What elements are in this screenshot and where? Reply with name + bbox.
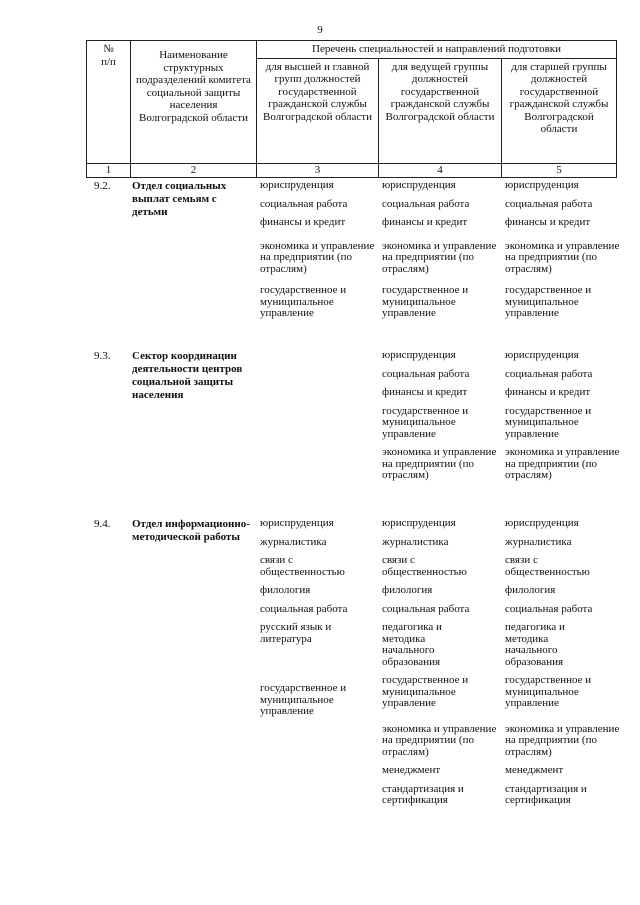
specialty-item: экономика и управление на предприятии (по отраслям)	[260, 239, 375, 275]
specialty-item: социальная работа	[260, 197, 348, 210]
header-col-department: Наименование структурных подразделений комитета социальной защиты населения Волгоградской области	[131, 41, 257, 164]
specialty-item: государственное и муниципальное управление	[382, 284, 469, 319]
specialty-item: юриспруденция	[505, 517, 579, 529]
header-group-title: Перечень специальностей и направлений подготовки	[257, 41, 617, 59]
specialty-item: экономика и управление на предприятии (по отраслям)	[382, 239, 497, 275]
specialty-item: государственное и муниципальное управление	[260, 682, 347, 717]
specialty-item: связи с общественностью	[505, 554, 590, 578]
specialty-item: юриспруденция	[260, 517, 334, 529]
specialty-item: экономика и управление на предприятии (по отраслям)	[505, 239, 620, 275]
specialty-list-col4	[382, 180, 502, 327]
column-number: 2	[131, 163, 257, 177]
specialty-list-col5	[505, 350, 625, 489]
specialty-item: юриспруденция	[382, 517, 456, 529]
specialty-item: журналистика	[505, 535, 572, 548]
section-number: 9.3.	[94, 350, 111, 362]
specialty-item: социальная работа	[382, 197, 470, 210]
specialty-list-col5	[505, 518, 625, 814]
specialty-list-col4	[382, 518, 502, 814]
specialty-item: юриспруденция	[505, 179, 579, 191]
section-name: Отдел информационно-методической работы	[132, 518, 250, 543]
specialty-item: юриспруденция	[382, 179, 456, 191]
section-number: 9.4.	[94, 518, 111, 530]
specialty-item: экономика и управление на предприятии (по отраслям)	[382, 722, 497, 758]
specialty-item: экономика и управление на предприятии (по отраслям)	[505, 446, 620, 481]
column-number: 5	[502, 163, 617, 177]
specialty-item: юриспруденция	[382, 349, 456, 361]
specialty-item: социальная работа	[382, 602, 470, 615]
specialty-item: стандартизация и сертификация	[382, 782, 464, 806]
specialty-item: русский язык и литература	[260, 621, 332, 645]
column-number: 3	[257, 163, 379, 177]
specialty-list-col4	[382, 350, 502, 489]
specialty-item: социальная работа	[382, 367, 470, 380]
header-col-leading-group: для ведущей группы должностей государственной гражданской службы Волгоградской области	[379, 58, 502, 163]
specialty-item: юриспруденция	[505, 349, 579, 361]
specialty-item: социальная работа	[505, 197, 593, 210]
page-number: 9	[317, 24, 323, 36]
section-name: Отдел социальных выплат семьям с детьми	[132, 180, 227, 218]
specialty-item: социальная работа	[505, 602, 593, 615]
specialty-list-col3	[260, 180, 380, 327]
specialty-item: государственное и муниципальное управление	[382, 674, 469, 709]
specialty-item: социальная работа	[505, 367, 593, 380]
specialty-item: государственное и муниципальное управление	[505, 284, 592, 319]
section-number: 9.2.	[94, 180, 111, 192]
specialty-item: связи с общественностью	[382, 554, 467, 578]
specialty-list-col5	[505, 180, 625, 327]
specialty-item: филология	[505, 584, 556, 596]
column-number: 1	[87, 163, 131, 177]
section-name: Сектор координации деятельности центров социальной защиты населения	[132, 350, 243, 401]
specialty-item: финансы и кредит	[260, 216, 346, 228]
header-col-number: № п/п	[87, 41, 131, 164]
specialty-item: юриспруденция	[260, 179, 334, 191]
header-table	[86, 40, 617, 178]
column-number: 4	[379, 163, 502, 177]
specialty-item: государственное и муниципальное управление	[382, 404, 469, 440]
specialty-item: государственное и муниципальное управление	[505, 404, 592, 440]
specialty-item: менеджмент	[505, 764, 564, 776]
specialty-item: финансы и кредит	[505, 216, 591, 228]
specialty-list-col3	[260, 518, 380, 725]
specialty-item: филология	[382, 584, 433, 596]
specialty-item: государственное и муниципальное управление	[505, 674, 592, 709]
specialty-item: социальная работа	[260, 602, 348, 615]
specialty-item: государственное и муниципальное управление	[260, 284, 347, 319]
specialty-item: стандартизация и сертификация	[505, 782, 587, 806]
specialty-item: экономика и управление на предприятии (по отраслям)	[382, 446, 497, 481]
specialty-item: экономика и управление на предприятии (по отраслям)	[505, 722, 620, 758]
specialty-item: педагогика и методика начального образования	[505, 621, 565, 668]
header-col-senior-group: для высшей и главной групп должностей государственной гражданской службы Волгоградской области	[257, 58, 379, 163]
specialty-item: журналистика	[260, 535, 327, 548]
specialty-item: филология	[260, 584, 311, 596]
specialty-item: менеджмент	[382, 764, 441, 776]
specialty-item: финансы и кредит	[382, 216, 468, 228]
specialty-item: связи с общественностью	[260, 554, 345, 578]
header-col-older-group: для старшей группы должностей государственной гражданской службы Волгоградской области	[502, 58, 617, 163]
specialty-item: педагогика и методика начального образования	[382, 621, 442, 668]
specialty-item: финансы и кредит	[505, 386, 591, 398]
specialty-item: журналистика	[382, 535, 449, 548]
specialty-item: финансы и кредит	[382, 386, 468, 398]
